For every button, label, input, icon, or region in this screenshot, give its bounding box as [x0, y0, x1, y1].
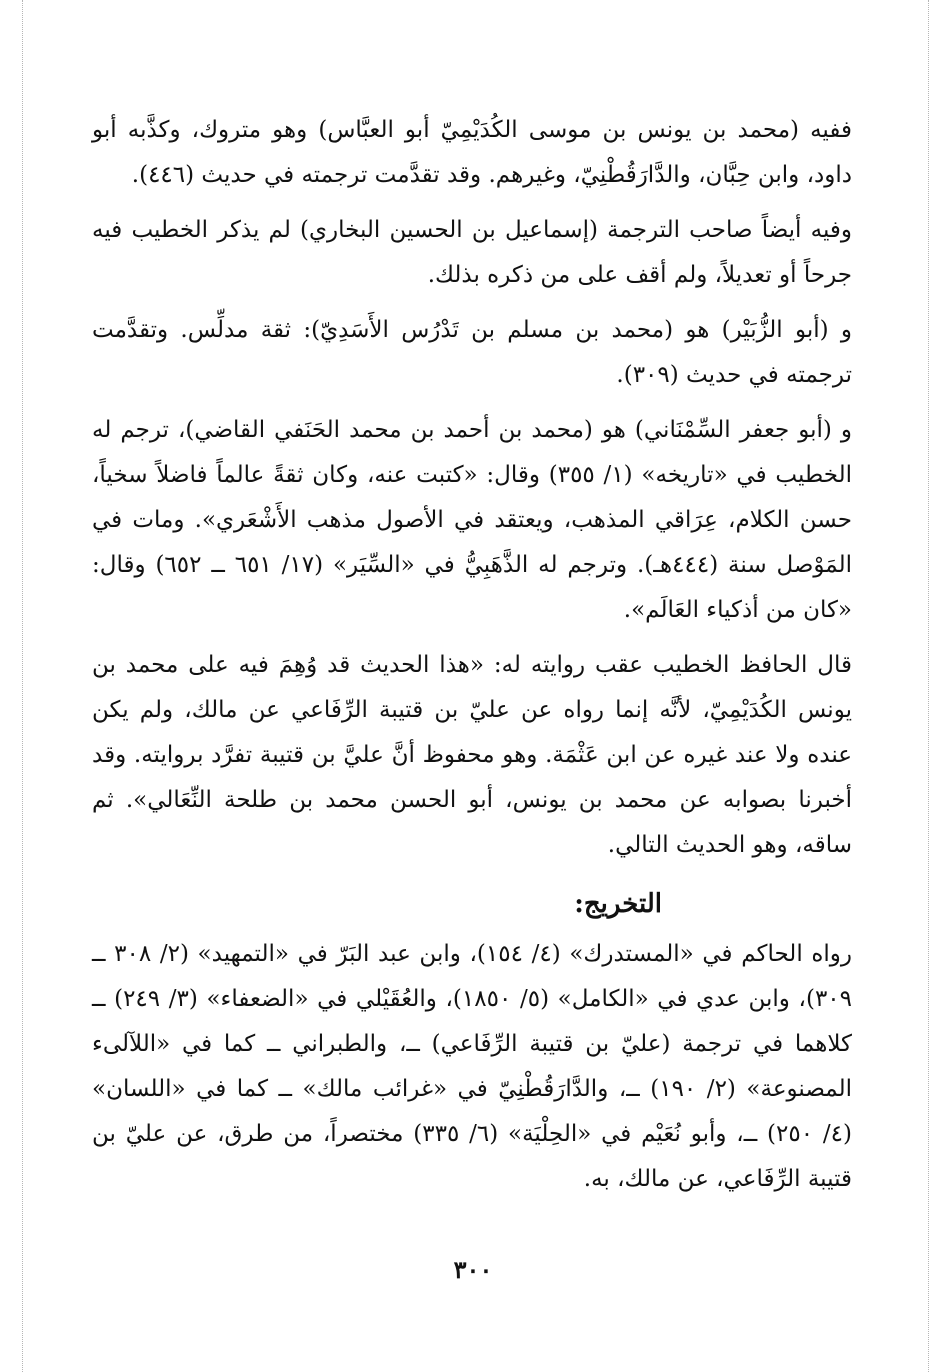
paragraph-4: و (أبو جعفر السِّمْنَاني) هو (محمد بن أحمد بن محمد الحَنَفي القاضي)، ترجم له الخطيب في «تاريخه» (١/ ٣٥٥) وقال: «كتبت عنه، وكان ثقةً عالماً فاضلاً سخياً، حسن الكلام، عِرَاقي المذهب، ويعتقد في الأصول مذهب الأَشْعَري». ومات في المَوْصل سنة (٤٤٤هـ). وترجم له الذَّهَبِيُّ في «السِّيَر» (١٧/ ٦٥١ ــ ٦٥٢) وقال: «كان من أذكياء العَالَم».: [92, 417, 852, 623]
right-margin-dots: [928, 0, 929, 1372]
paragraph-3: و (أبو الزُّبَيْر) هو (محمد بن مسلم بن تَدْرُس الأَسَدِيّ): ثقة مدلِّس. وتقدَّمت ترجمته في حديث (٣٠٩).: [92, 317, 852, 388]
main-text: [92, 108, 852, 1212]
page-number: ٣٠٠: [453, 1255, 493, 1284]
section-heading: التخريج:: [574, 889, 662, 919]
paragraph-5: قال الحافظ الخطيب عقب روايته له: «هذا الحديث قد وُهِمَ فيه على محمد بن يونس الكُدَيْمِيّ، لأنَّه إنما رواه عن عليّ بن قتيبة الرِّفَاعي عن مالك، ولم يكن عنده ولا عند غيره عن ابن عَثْمَة. وهو محفوظ أنَّ عليَّ بن قتيبة تفرَّد بروايته. وقد أخبرنا بصوابه عن محمد بن يونس، أبو الحسن محمد بن طلحة النِّعَالي». ثم ساقه، وهو الحديث التالي.: [92, 652, 852, 858]
paragraph-2: وفيه أيضاً صاحب الترجمة (إسماعيل بن الحسين البخاري) لم يذكر الخطيب فيه جرحاً أو تعديلاً، ولم أقف على من ذكره بذلك.: [92, 217, 852, 288]
takhrij-paragraph: رواه الحاكم في «المستدرك» (٤/ ١٥٤)، وابن عبد البَرّ في «التمهيد» (٢/ ٣٠٨ ــ ٣٠٩)، وابن عدي في «الكامل» (٥/ ١٨٥٠)، والعُقَيْلي في «الضعفاء» (٣/ ٢٤٩) ــ كلاهما في ترجمة (عليّ بن قتيبة الرِّفَاعي) ــ، والطبراني ــ كما في «اللآلىء المصنوعة» (٢/ ١٩٠) ــ، والدَّارَقُطْنِيّ في «غرائب مالك» ــ كما في «اللسان» (٤/ ٢٥٠) ــ، وأبو نُعَيْم في «الحِلْيَة» (٦/ ٣٣٥) مختصراً، من طرق، عن عليّ بن قتيبة الرِّفَاعي، عن مالك، به.: [92, 941, 853, 1192]
left-margin-dots: [22, 0, 23, 1372]
paragraph-1: ففيه (محمد بن يونس بن موسى الكُدَيْمِيّ أبو العبَّاس) وهو متروك، وكذَّبه أبو داود، وابن حِبَّان، والدَّارَقُطْنِيّ، وغيرهم. وقد تقدَّمت ترجمته في حديث (٤٤٦).: [92, 117, 852, 188]
